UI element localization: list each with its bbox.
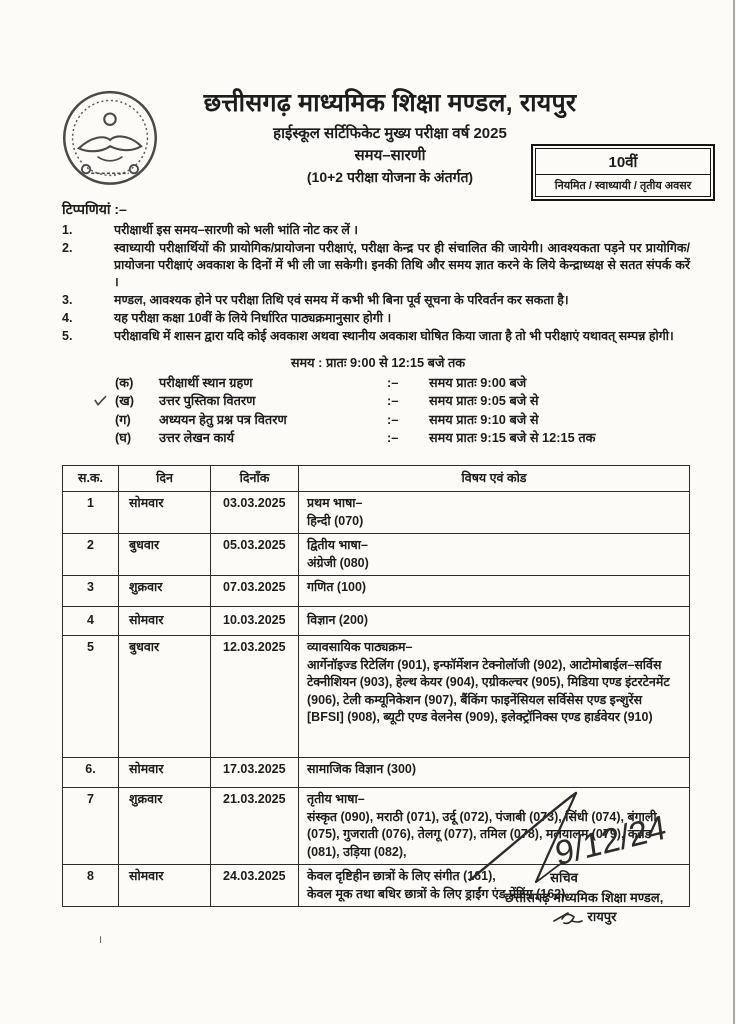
class-category-box <box>531 144 715 201</box>
subject-line-1: सामाजिक विज्ञान (300) <box>307 761 417 776</box>
note-text: यह परीक्षा कक्षा 10वीं के लिये निर्धारित पाठ्यक्रमानुसार होगी । <box>114 311 392 326</box>
scan-artifact-mark: । <box>98 934 103 946</box>
timing-activity: उत्तर लेखन कार्य <box>159 429 235 445</box>
date-cell: 12.03.2025 <box>211 636 299 758</box>
date-cell: 17.03.2025 <box>211 757 299 788</box>
timing-separator: :– <box>387 375 399 391</box>
day-cell: बुधवार <box>119 636 211 758</box>
timing-row-4 <box>115 429 690 447</box>
timing-label: (ग) <box>115 411 131 427</box>
sn-cell: 8 <box>63 865 119 907</box>
exam-title: हाईस्कूल सर्टिफिकेट मुख्य परीक्षा वर्ष 2025 <box>273 125 507 143</box>
note-item-1 <box>62 222 690 239</box>
timing-activity: परीक्षार्थी स्थान ग्रहण <box>159 375 253 391</box>
day-cell: सोमवार <box>119 492 211 534</box>
subject-line-1: विज्ञान (200) <box>307 612 369 627</box>
subject-line-1: गणित (100) <box>307 580 367 595</box>
schedule-title: समय–सारणी <box>354 147 426 164</box>
subject-cell <box>299 576 690 607</box>
subject-line-2: अंग्रेजी (080) <box>307 555 369 570</box>
table-header-row <box>63 465 690 492</box>
note-item-4 <box>62 310 690 327</box>
footer-org: छत्तीसगढ़ माध्यमिक शिक्षा मण्डल, <box>504 889 664 905</box>
sn-cell: 1 <box>63 492 119 534</box>
note-item-5 <box>62 328 690 345</box>
column-header-subject: विषय एवं कोड <box>299 465 690 492</box>
timing-label: (घ) <box>115 429 132 445</box>
sn-cell: 3 <box>63 576 119 607</box>
subject-cell <box>299 636 690 758</box>
timing-row-1 <box>115 374 690 392</box>
day-cell: शुक्रवार <box>119 576 211 607</box>
table-row <box>63 534 690 576</box>
table-row <box>63 636 690 758</box>
sn-cell: 4 <box>63 606 119 636</box>
table-row <box>63 757 690 788</box>
date-cell: 03.03.2025 <box>211 492 299 534</box>
note-number: 4. <box>62 311 73 326</box>
notes-section <box>62 200 690 345</box>
board-seal-logo <box>58 88 162 192</box>
subject-cell <box>299 492 690 534</box>
footer-place-line <box>552 907 617 927</box>
date-cell: 10.03.2025 <box>211 606 299 636</box>
sign-date-text: 9/12/24 <box>552 808 669 874</box>
note-number: 5. <box>62 329 73 344</box>
subject-cell <box>299 606 690 636</box>
note-text: परीक्षार्थी इस समय–सारणी को भली भांति नोट कर लें । <box>114 223 359 238</box>
note-number: 3. <box>62 293 73 308</box>
subject-line-2: आर्गेनॉइज्ड रिटेलिंग (901), इन्फॉर्मेशन टेक्नोलॉजी (902), आटोमोबाईल–सर्विस टेक्नीशियन (903), हेल्थ केयर (904), एग्रीकल्चर (905), मिडिया एण्ड इंटरटेनमेंट (906), टेली कम्यूनिकेशन (907), बैंकिंग फाइनेंसियल सर्विसेस एण्ड इन्शुरेंस [BFSI] (908), ब्यूटी एण्ड वेलनेस (909), इलेक्ट्रॉनिक्स एण्ड हार्डवेयर (910) <box>307 657 670 725</box>
initials-scribble <box>552 909 586 925</box>
column-header-date: दिनाँक <box>211 465 299 492</box>
subject-line-1: व्यावसायिक पाठ्यक्रम– <box>307 640 413 655</box>
notes-heading: टिप्पणियां :– <box>62 201 127 218</box>
timing-row-3 <box>115 411 690 429</box>
note-number: 2. <box>62 241 73 256</box>
date-cell: 07.03.2025 <box>211 576 299 607</box>
subject-line-2: हिन्दी (070) <box>307 513 364 528</box>
day-cell: सोमवार <box>119 606 211 636</box>
date-cell: 05.03.2025 <box>211 534 299 576</box>
subject-line-1: द्वितीय भाषा– <box>307 538 368 553</box>
timing-separator: :– <box>387 393 399 409</box>
note-item-2 <box>62 240 690 291</box>
class-label: 10वीं <box>536 149 710 175</box>
note-text: मण्डल, आवश्यक होने पर परीक्षा तिथि एवं समय में कभी भी बिना पूर्व सूचना के परिवर्तन कर सकता है। <box>114 293 569 308</box>
date-cell: 21.03.2025 <box>211 788 299 865</box>
subject-cell <box>299 757 690 788</box>
timing-activity: उत्तर पुस्तिका वितरण <box>159 393 256 409</box>
note-text: परीक्षावधि में शासन द्वारा यदि कोई अवकाश अथवा स्थानीय अवकाश घोषित किया जाता है तो भी परीक्षाएं यथावत् सम्पन्न होगी। <box>114 329 674 344</box>
date-cell: 24.03.2025 <box>211 865 299 907</box>
timing-time: समय प्रातः 9:15 बजे से 12:15 तक <box>429 429 596 445</box>
subject-line-2: केवल मूक तथा बधिर छात्रों के लिए ड्राईंग एंड पेंटिंग (162) <box>307 886 566 901</box>
note-text: स्वाध्यायी परीक्षार्थियों की प्रायोगिक/प्रायोजना परीक्षाएं, परीक्षा केन्द्र पर ही संचालित की जायेगी। आवश्यकता पड़ने पर प्रायोगिक/प्रायोजना परीक्षाएं अवकाश के दिनों में भी ली जा सकेगी। इनकी तिथि और समय ज्ञात करने के लिये केन्द्राध्यक्ष से सतत संपर्क करें । <box>114 241 690 290</box>
timing-row-2 <box>115 392 690 410</box>
footer-designation: सचिव <box>550 870 578 885</box>
sn-cell: 7 <box>63 788 119 865</box>
column-header-sn: स.क. <box>63 465 119 492</box>
timing-heading: समय : प्रातः 9:00 से 12:15 बजे तक <box>290 355 466 371</box>
table-row <box>63 576 690 607</box>
timing-time: समय प्रातः 9:05 बजे से <box>429 393 539 409</box>
column-header-day: दिन <box>119 465 211 492</box>
subject-line-1: केवल दृष्टिहीन छात्रों के लिए संगीत (161), <box>307 869 496 884</box>
sn-cell: 6. <box>63 757 119 788</box>
note-number: 1. <box>62 223 73 238</box>
sn-cell: 2 <box>63 534 119 576</box>
handwritten-tick-mark <box>93 394 107 407</box>
subject-line-1: तृतीय भाषा– <box>307 792 365 807</box>
subject-cell <box>299 534 690 576</box>
timing-separator: :– <box>387 429 399 445</box>
subject-line-1: प्रथम भाषा– <box>307 496 363 511</box>
timing-label: (ख) <box>115 392 159 410</box>
day-cell: सोमवार <box>119 865 211 907</box>
category-label: नियमित / स्वाध्यायी / तृतीय अवसर <box>554 180 692 192</box>
timing-separator: :– <box>387 411 399 427</box>
scheme-note: (10+2 परीक्षा योजना के अंतर्गत) <box>306 168 474 185</box>
day-cell: शुक्रवार <box>119 788 211 865</box>
subject-line-2: संस्कृत (090), मराठी (071), उर्दू (072), पंजाबी (073), सिंधी (074), बंगाली (075), गुजराती (076), तेलगू (077), तमिल (078), मलयालम (079), कन्नड (081), उड़िया (082), <box>307 809 657 859</box>
table-row <box>63 492 690 534</box>
footer-place: रायपुर <box>587 909 617 924</box>
timing-time: समय प्रातः 9:10 बजे से <box>429 411 539 427</box>
note-item-3 <box>62 292 690 309</box>
timing-time: समय प्रातः 9:00 बजे <box>429 375 527 391</box>
org-name-title: छत्तीसगढ़ माध्यमिक शिक्षा मण्डल, रायपुर <box>203 89 577 117</box>
timing-activity: अध्ययन हेतु प्रश्न पत्र वितरण <box>159 411 287 427</box>
timing-label: (क) <box>115 375 134 391</box>
sn-cell: 5 <box>63 636 119 758</box>
day-cell: बुधवार <box>119 534 211 576</box>
signature-block <box>448 868 720 930</box>
table-row <box>63 606 690 636</box>
day-cell: सोमवार <box>119 757 211 788</box>
timing-section <box>0 353 736 447</box>
